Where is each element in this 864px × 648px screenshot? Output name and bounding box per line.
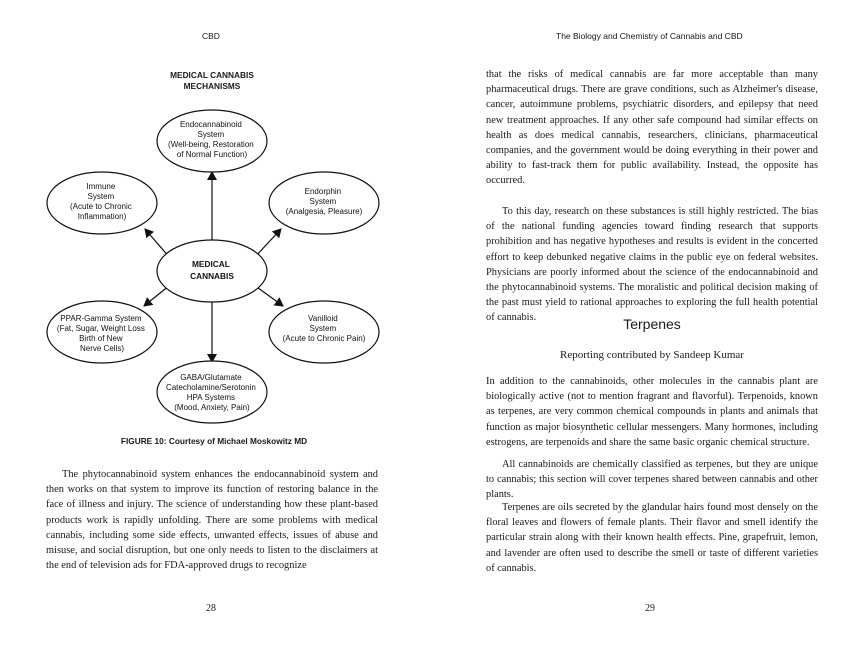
right-running-header: The Biology and Chemistry of Cannabis and CBD — [556, 31, 743, 41]
right-paragraph-1: that the risks of medical cannabis are far more acceptable than many pharmaceutical drugs. There are grave conditions, such as Alzheimer's disease, cancer, autoimmune problems, psychiatric disorders, and epilepsy that need new treatment approaches. If any other safe compound had similar effects on health as does medical cannabis, researchers, clinicians, pharmaceutical companies, and the government would be doing everything in their power and ability to fast-track them for public availability. Instead, the opposite has occurred. — [486, 69, 818, 187]
vanilloid-label: Vanilloid System (Acute to Chronic Pain) — [282, 314, 366, 343]
right-paragraph-2: To this day, research on these substances is still highly restricted. The bias of the national funding agencies toward finding research that supports prohibition and has negative hypotheses and results is evident in the concerted effort to keep debunked negative claims in the public eye on federal websites. Physicians are poorly informed about the science of the endocannabinoid and the phytocannabinoid systems. The moralistic and political decision making of the past must yield to rational approaches to exploring the full health potential of cannabis. — [486, 206, 818, 324]
node-gaba — [157, 361, 267, 423]
left-running-header: CBD — [202, 31, 220, 41]
figure-caption: FIGURE 10: Courtesy of Michael Moskowitz MD — [120, 436, 308, 446]
left-page-number: 28 — [206, 603, 216, 614]
right-paragraph-3: In addition to the cannabinoids, other molecules in the cannabis plant are biologically active (not to mention fragrant and flavorful). Terpenoids, known as terpenes, are very common chemical compounds in plants and animals that function as major biosynthetic cellular messengers. Many hormones, including estrogens, are terpenoids and share the same basic organic chemical structure. — [486, 376, 818, 448]
endocannabinoid-label: Endocannabinoid System (Well-being, Restoration of Normal Function) — [168, 120, 254, 159]
diagram-title: MEDICAL CANNABIS MECHANISMS — [170, 70, 254, 91]
immune-label: Immune System (Acute to Chronic Inflammation) — [69, 182, 132, 221]
endorphin-label: Endorphin System (Analgesia, Pleasure) — [285, 187, 363, 216]
left-body-paragraph: The phytocannabinoid system enhances the endocannabinoid system and then works on that system to improve its function of restoring balance in the face of illness and injury. The science of understanding how these plant-based products work is rapidly unfolding. There are some problems with medical cannabis, including some side effects, unwanted effects, issues of abuse and misuse, and social disruption, but one only needs to listen to the disclaimers at the end of television ads for FDA-approved drugs to recognize — [46, 469, 378, 572]
ppar-gamma-label: PPAR-Gamma System (Fat, Sugar, Weight Loss Birth of New Nerve Cells) — [56, 314, 145, 353]
center-label: MEDICAL CANNABIS — [190, 259, 234, 281]
right-paragraph-4: All cannabinoids are chemically classified as terpenes, but they are unique to cannabis; this section will cover terpenes shared between cannabis and other plants. — [486, 459, 818, 501]
section-subtitle: Reporting contributed by Sandeep Kumar — [560, 349, 744, 361]
gaba-label: GABA/Glutamate Catecholamine/Serotonin HPA Systems (Mood, Anxiety, Pain) — [165, 373, 256, 412]
right-paragraph-5: Terpenes are oils secreted by the glandular hairs found most densely on the floral leaves and flowers of female plants. Their flavor and smell identify the particular strain along with their known health effects. Pine, grapefruit, lemon, and lavender are often used to describe the smell or taste of different varieties of cannabis. — [486, 502, 818, 574]
section-title: Terpenes — [623, 316, 681, 332]
right-page-number: 29 — [645, 603, 655, 614]
